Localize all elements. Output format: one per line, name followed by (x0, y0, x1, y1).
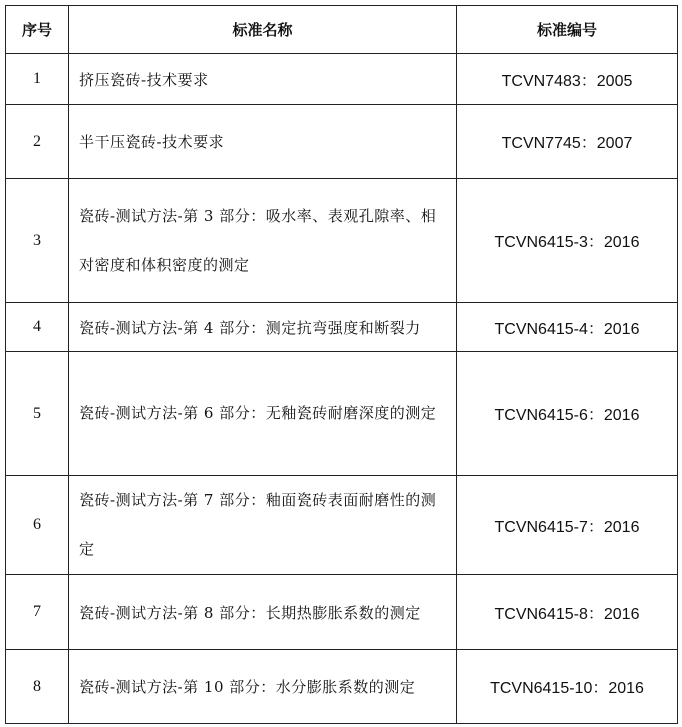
standard-code: TCVN6415-6：2016 (457, 352, 678, 476)
header-code: 标准编号 (457, 6, 678, 54)
standard-name: 瓷砖-测试方法-第 10 部分：水分膨胀系数的测定 (69, 650, 457, 724)
standards-table (5, 5, 678, 724)
standard-name: 挤压瓷砖-技术要求 (69, 54, 457, 105)
row-number: 8 (6, 650, 69, 724)
row-number: 5 (6, 352, 69, 476)
row-number: 4 (6, 303, 69, 352)
table-row (6, 105, 678, 179)
standard-name: 瓷砖-测试方法-第 3 部分：吸水率、表观孔隙率、相对密度和体积密度的测定 (69, 179, 457, 303)
table-row (6, 575, 678, 650)
row-number: 3 (6, 179, 69, 303)
table-row (6, 54, 678, 105)
row-number: 7 (6, 575, 69, 650)
standard-code: TCVN6415-3：2016 (457, 179, 678, 303)
table-row (6, 476, 678, 575)
standard-code: TCVN6415-8：2016 (457, 575, 678, 650)
table-row (6, 650, 678, 724)
table-row (6, 303, 678, 352)
standard-code: TCVN7745：2007 (457, 105, 678, 179)
row-number: 1 (6, 54, 69, 105)
standard-code: TCVN6415-4：2016 (457, 303, 678, 352)
standard-code: TCVN7483：2005 (457, 54, 678, 105)
table-header-row (6, 6, 678, 54)
standard-code: TCVN6415-7：2016 (457, 476, 678, 575)
standard-name: 瓷砖-测试方法-第 8 部分：长期热膨胀系数的测定 (69, 575, 457, 650)
table-row (6, 352, 678, 476)
standard-code: TCVN6415-10：2016 (457, 650, 678, 724)
standard-name: 瓷砖-测试方法-第 4 部分：测定抗弯强度和断裂力 (69, 303, 457, 352)
row-number: 2 (6, 105, 69, 179)
row-number: 6 (6, 476, 69, 575)
standard-name: 瓷砖-测试方法-第 6 部分：无釉瓷砖耐磨深度的测定 (69, 352, 457, 476)
header-name: 标准名称 (69, 6, 457, 54)
standard-name: 半干压瓷砖-技术要求 (69, 105, 457, 179)
table-row (6, 179, 678, 303)
standard-name: 瓷砖-测试方法-第 7 部分：釉面瓷砖表面耐磨性的测定 (69, 476, 457, 575)
header-no: 序号 (6, 6, 69, 54)
